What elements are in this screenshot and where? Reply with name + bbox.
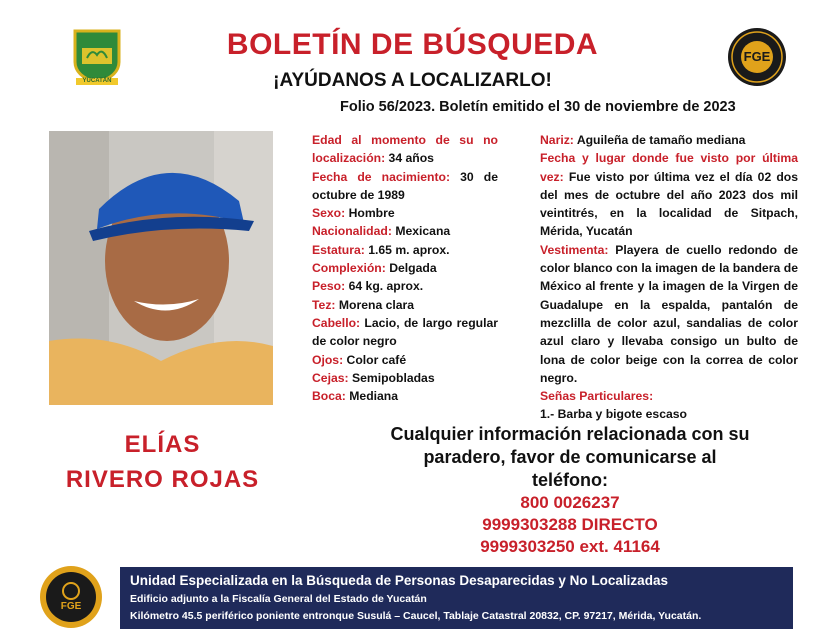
fge-badge-text: FGE [743,49,771,64]
details-right-column [540,131,798,424]
phone-extension[interactable]: 9999303250 ext. 41164 [480,537,660,556]
detail-nose: Nariz: Aguileña de tamaño mediana [540,133,746,147]
footer-unit-name: Unidad Especializada en la Búsqueda de Personas Desaparecidas y No Localizadas [130,573,668,588]
phone-tollfree[interactable]: 800 0026237 [520,493,620,512]
contact-block [345,423,795,558]
bulletin-subtitle: ¡AYÚDANOS A LOCALIZARLO! [273,70,552,91]
detail-mouth: Boca: Mediana [312,389,399,404]
person-first-name: ELÍAS [124,431,201,458]
detail-nationality: Nacionalidad: Mexicana [312,224,451,239]
detail-birthdate: Fecha de nacimiento: 30 de octubre de 1989 [312,169,498,202]
detail-weight: Peso: 64 kg. aprox. [312,279,424,294]
detail-marks-value: 1.- Barba y bigote escaso [540,407,687,422]
detail-eyebrows: Cejas: Semipobladas [312,370,435,385]
fge-badge-logo [727,27,787,87]
contact-line-3: teléfono: [532,470,608,490]
footer-address: Kilómetro 45.5 periférico poniente entronque Susulá – Caucel, Tablaje Catastral 20832, CP. 97217, Mérida, Yucatán. [130,610,702,622]
missing-person-photo [49,131,273,405]
person-last-name: RIVERO ROJAS [65,466,260,493]
contact-line-2: paradero, favor de comunicarse al [423,447,717,467]
detail-marks-label: Señas Particulares: [540,389,654,404]
detail-clothing: Vestimenta: Playera de cuello redondo de color blanco con la imagen de la bandera de México al frente y la imagen de la Virgen de Guadalupe en la espalda, pantalón de mezclilla de color azul, sandalias de color azul claro y llevaba consigo un bulto de lona de color beige con la correa de color negro. [540,242,798,385]
fge-footer-badge-logo [39,565,103,629]
footer-building: Edificio adjunto a la Fiscalía General del Estado de Yucatán [130,593,427,605]
detail-hair: Cabello: Lacio, de largo regular de color negro [312,315,498,349]
phone-direct[interactable]: 9999303288 DIRECTO [482,515,658,534]
detail-build: Complexión: Delgada [312,261,437,276]
detail-last-seen: Fecha y lugar donde fue visto por última vez: Fue visto por última vez el día 02 dos del mes de octubre del año 2023 dos mil veintitrés, en la localidad de Sitpach, Mérida, Yucatán [540,151,799,239]
footer-banner [120,567,793,629]
crest-caption: YUCATÁN [82,78,112,84]
detail-height: Estatura: 1.65 m. aprox. [312,242,450,257]
contact-line-1: Cualquier información relacionada con su [390,424,750,444]
detail-eyes: Ojos: Color café [312,352,407,367]
detail-complexion: Tez: Morena clara [312,297,415,312]
footer-badge-text: FGE [60,601,82,612]
bulletin-title: BOLETÍN DE BÚSQUEDA [226,28,599,61]
details-left-column [312,131,498,405]
detail-age: Edad al momento de su no localización: 34 años [312,133,498,166]
folio-line: Folio 56/2023. Boletín emitido el 30 de noviembre de 2023 [340,99,736,115]
detail-sex: Sexo: Hombre [312,206,395,221]
